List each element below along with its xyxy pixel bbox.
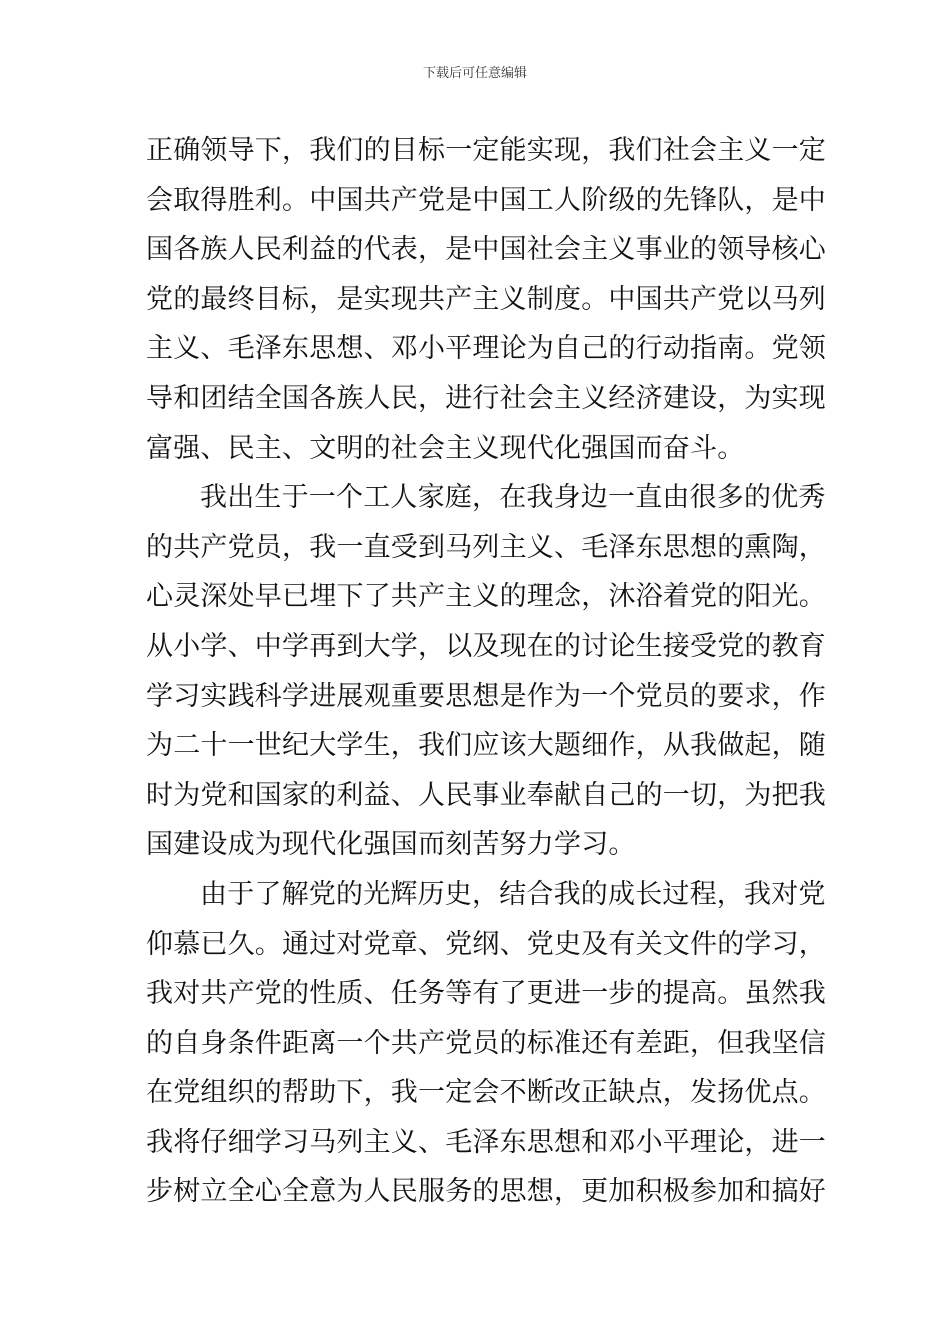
paragraph-first-line: 我出生于一个工人家庭，在我身边一直由很多的优秀 [200, 482, 826, 514]
text-line: 导和团结全国各族人民，进行社会主义经济建设，为实现 [146, 382, 826, 414]
text-line: 党的最终目标，是实现共产主义制度。中国共产党以马列 [146, 283, 826, 315]
text-line: 的共产党员，我一直受到马列主义、毛泽东思想的熏陶， [146, 531, 826, 563]
text-line: 仰慕已久。通过对党章、党纲、党史及有关文件的学习， [146, 928, 826, 960]
text-line: 主义、毛泽东思想、邓小平理论为自己的行动指南。党领 [146, 333, 826, 365]
text-line: 在党组织的帮助下，我一定会不断改正缺点，发扬优点。 [146, 1077, 826, 1109]
text-line: 国各族人民利益的代表，是中国社会主义事业的领导核心 [146, 234, 826, 266]
text-line: 从小学、中学再到大学，以及现在的讨论生接受党的教育 [146, 630, 826, 662]
text-line: 富强、民主、文明的社会主义现代化强国而奋斗。 [146, 432, 745, 464]
text-line: 我将仔细学习马列主义、毛泽东思想和邓小平理论，进一 [146, 1126, 826, 1158]
text-line: 会取得胜利。中国共产党是中国工人阶级的先锋队，是中 [146, 184, 826, 216]
text-line: 国建设成为现代化强国而刻苦努力学习。 [146, 829, 636, 861]
text-line: 时为党和国家的利益、人民事业奉献自己的一切，为把我 [146, 779, 826, 811]
text-line: 心灵深处早已埋下了共产主义的理念，沐浴着党的阳光。 [146, 581, 826, 613]
text-line: 我对共产党的性质、任务等有了更进一步的提高。虽然我 [146, 978, 826, 1010]
text-line: 为二十一世纪大学生，我们应该大题细作，从我做起，随 [146, 730, 826, 762]
text-line: 正确领导下，我们的目标一定能实现，我们社会主义一定 [146, 135, 826, 166]
page-header: 下载后可任意编辑 [422, 66, 527, 81]
document-body [146, 126, 826, 1217]
text-line: 步树立全心全意为人民服务的思想，更加积极参加和搞好 [146, 1176, 826, 1208]
text-line: 学习实践科学进展观重要思想是作为一个党员的要求，作 [146, 680, 826, 712]
text-line: 的自身条件距离一个共产党员的标准还有差距，但我坚信 [146, 1027, 826, 1059]
paragraph-first-line: 由于了解党的光辉历史，结合我的成长过程，我对党 [200, 878, 826, 910]
